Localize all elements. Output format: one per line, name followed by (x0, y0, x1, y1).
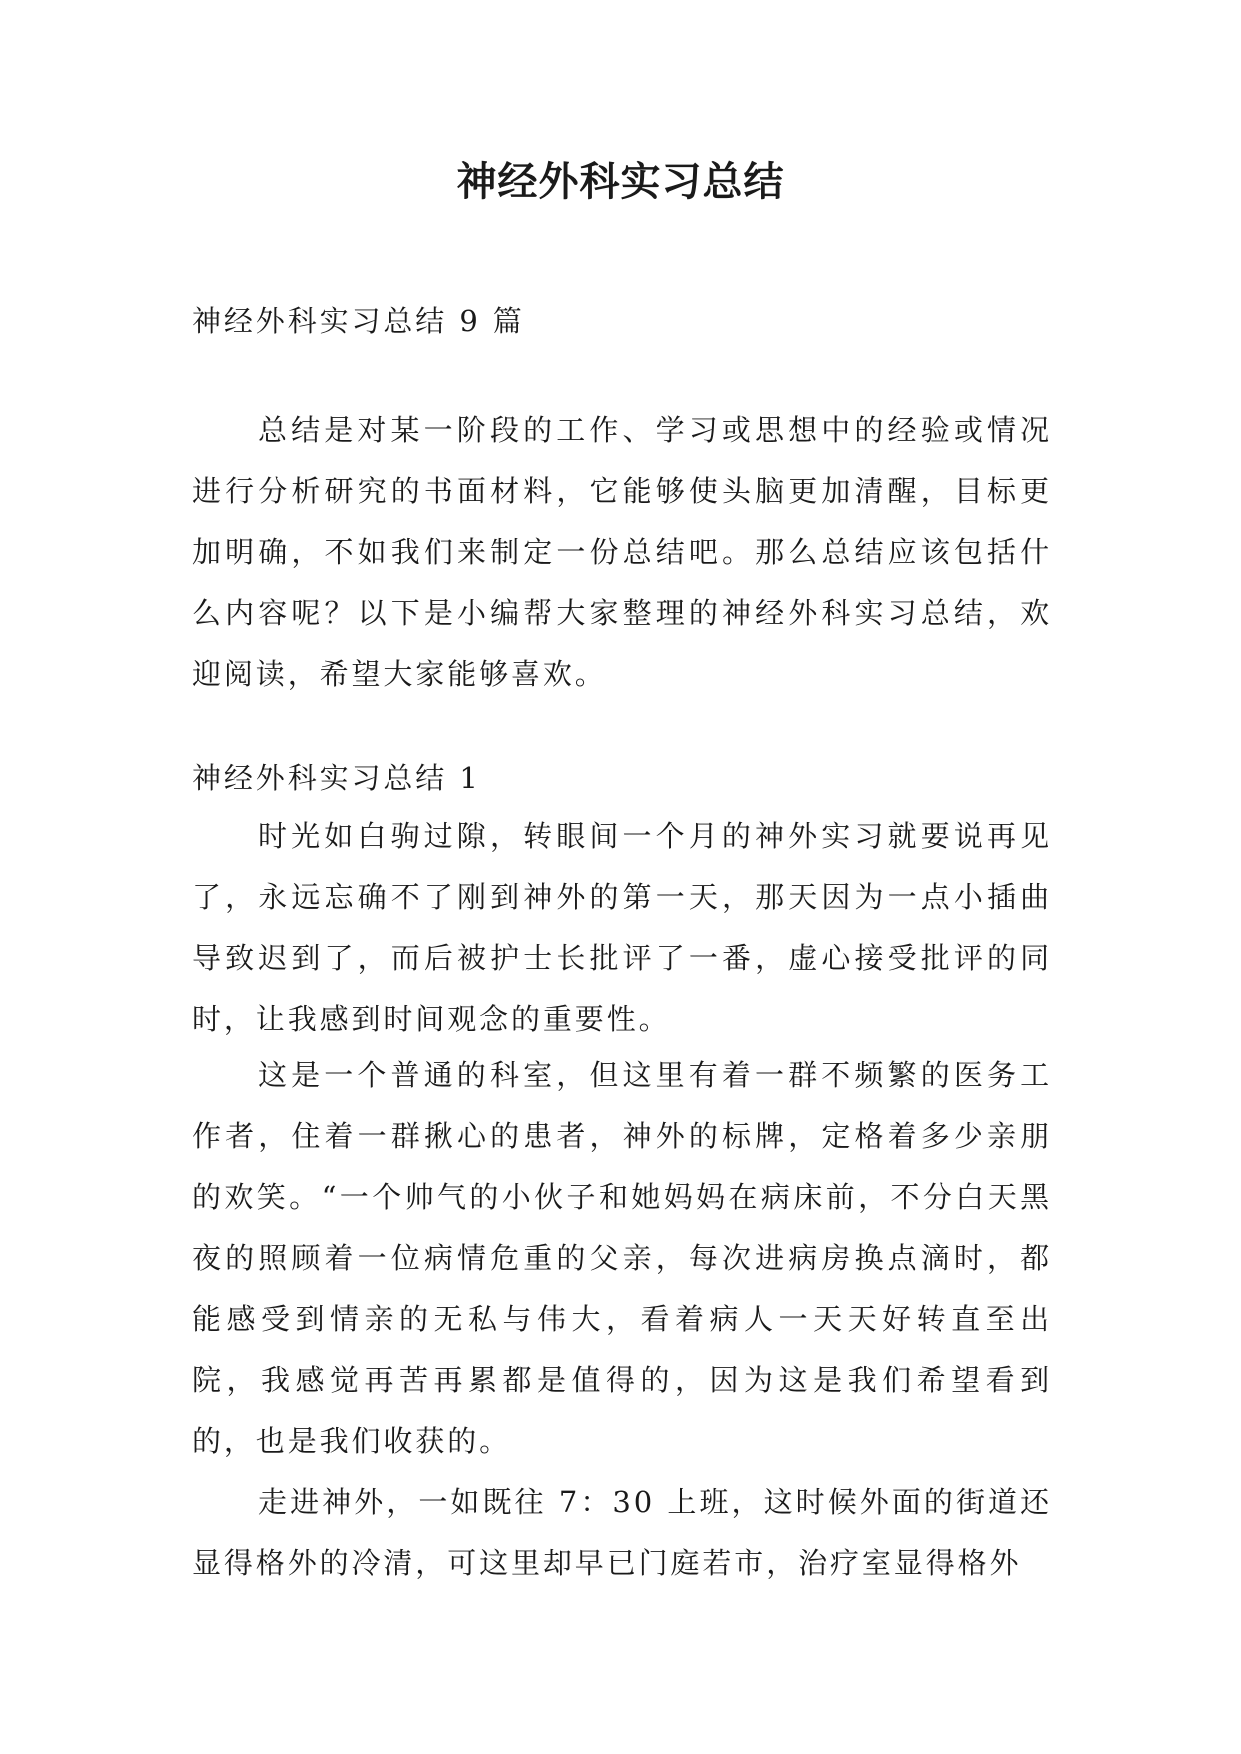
body-paragraph: 时光如白驹过隙，转眼间一个月的神外实习就要说再见了，永远忘确不了刚到神外的第一天，那天因为一点小插曲导致迟到了，而后被护士长批评了一番，虚心接受批评的同时，让我感到时间观念的重要性。 (192, 819, 1052, 1036)
intro-paragraph: 总结是对某一阶段的工作、学习或思想中的经验或情况进行分析研究的书面材料，它能够使头脑更加清醒，目标更加明确，不如我们来制定一份总结吧。那么总结应该包括什么内容呢？以下是小编帮大家整理的神经外科实习总结，欢迎阅读，希望大家能够喜欢。 (192, 413, 1052, 691)
body-paragraph: 走进神外，一如既往 7：30 上班，这时候外面的街道还显得格外的冷清，可这里却早已门庭若市，治疗室显得格外 (192, 1485, 1052, 1580)
document-subtitle: 神经外科实习总结 9 篇 (192, 304, 525, 338)
body-paragraph: 这是一个普通的科室，但这里有着一群不频繁的医务工作者，住着一群揪心的患者，神外的标牌，定格着多少亲朋的欢笑。“一个帅气的小伙子和她妈妈在病床前，不分白天黑夜的照顾着一位病情危重的父亲，每次进病房换点滴时，都能感受到情亲的无私与伟大，看着病人一天天好转直至出院，我感觉再苦再累都是值得的，因为这是我们希望看到的，也是我们收获的。 (192, 1058, 1052, 1458)
document-title: 神经外科实习总结 (456, 158, 785, 205)
section-heading: 神经外科实习总结 1 (192, 761, 481, 795)
